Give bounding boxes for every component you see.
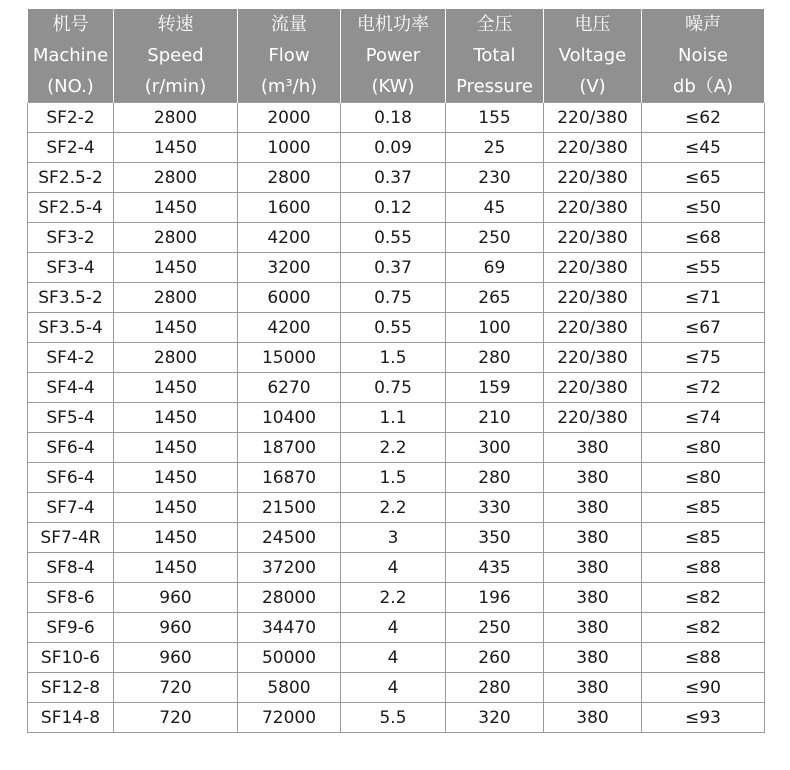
table-row — [28, 523, 765, 553]
cell-voltage: 380 — [544, 703, 642, 733]
cell-machine: SF2.5-4 — [28, 193, 114, 223]
cell-power: 0.12 — [341, 193, 446, 223]
cell-flow: 2800 — [238, 163, 341, 193]
cell-speed: 960 — [114, 583, 238, 613]
cell-machine: SF9-6 — [28, 613, 114, 643]
cell-speed: 2800 — [114, 343, 238, 373]
cell-power: 2.2 — [341, 583, 446, 613]
cell-pressure: 280 — [446, 343, 544, 373]
cell-power: 0.09 — [341, 133, 446, 163]
cell-flow: 24500 — [238, 523, 341, 553]
cell-power: 0.55 — [341, 223, 446, 253]
header-power: 电机功率 Power (KW) — [341, 9, 446, 103]
cell-pressure: 250 — [446, 613, 544, 643]
cell-pressure: 350 — [446, 523, 544, 553]
cell-noise: ≤85 — [642, 523, 765, 553]
cell-flow: 72000 — [238, 703, 341, 733]
cell-voltage: 380 — [544, 553, 642, 583]
fan-spec-table — [27, 9, 765, 733]
header-flow: 流量 Flow (m³/h) — [238, 9, 341, 103]
cell-pressure: 250 — [446, 223, 544, 253]
cell-noise: ≤45 — [642, 133, 765, 163]
cell-power: 0.75 — [341, 373, 446, 403]
cell-machine: SF3-4 — [28, 253, 114, 283]
table-row — [28, 553, 765, 583]
cell-power: 0.18 — [341, 103, 446, 133]
cell-flow: 50000 — [238, 643, 341, 673]
cell-power: 1.1 — [341, 403, 446, 433]
cell-noise: ≤80 — [642, 433, 765, 463]
cell-pressure: 159 — [446, 373, 544, 403]
table-row — [28, 313, 765, 343]
cell-noise: ≤93 — [642, 703, 765, 733]
cell-machine: SF3-2 — [28, 223, 114, 253]
cell-noise: ≤72 — [642, 373, 765, 403]
table-row — [28, 583, 765, 613]
cell-pressure: 155 — [446, 103, 544, 133]
cell-power: 0.55 — [341, 313, 446, 343]
cell-speed: 2800 — [114, 163, 238, 193]
table-body — [28, 103, 765, 733]
cell-machine: SF8-4 — [28, 553, 114, 583]
cell-flow: 37200 — [238, 553, 341, 583]
cell-speed: 1450 — [114, 433, 238, 463]
table-row — [28, 133, 765, 163]
cell-speed: 720 — [114, 703, 238, 733]
cell-pressure: 69 — [446, 253, 544, 283]
table-row — [28, 433, 765, 463]
cell-noise: ≤85 — [642, 493, 765, 523]
cell-speed: 720 — [114, 673, 238, 703]
cell-flow: 1600 — [238, 193, 341, 223]
cell-voltage: 380 — [544, 523, 642, 553]
cell-flow: 15000 — [238, 343, 341, 373]
cell-speed: 1450 — [114, 313, 238, 343]
cell-flow: 4200 — [238, 313, 341, 343]
cell-voltage: 220/380 — [544, 163, 642, 193]
table-row — [28, 613, 765, 643]
cell-speed: 1450 — [114, 403, 238, 433]
cell-voltage: 220/380 — [544, 283, 642, 313]
cell-noise: ≤67 — [642, 313, 765, 343]
cell-power: 0.37 — [341, 253, 446, 283]
cell-pressure: 230 — [446, 163, 544, 193]
cell-voltage: 220/380 — [544, 373, 642, 403]
cell-voltage: 220/380 — [544, 133, 642, 163]
cell-power: 3 — [341, 523, 446, 553]
cell-flow: 6270 — [238, 373, 341, 403]
cell-voltage: 220/380 — [544, 103, 642, 133]
cell-pressure: 300 — [446, 433, 544, 463]
cell-speed: 960 — [114, 613, 238, 643]
cell-machine: SF3.5-2 — [28, 283, 114, 313]
cell-voltage: 380 — [544, 463, 642, 493]
cell-power: 4 — [341, 613, 446, 643]
cell-power: 1.5 — [341, 463, 446, 493]
cell-machine: SF12-8 — [28, 673, 114, 703]
table-row — [28, 193, 765, 223]
cell-power: 5.5 — [341, 703, 446, 733]
table-row — [28, 163, 765, 193]
cell-machine: SF8-6 — [28, 583, 114, 613]
cell-noise: ≤82 — [642, 583, 765, 613]
table-row — [28, 283, 765, 313]
cell-machine: SF5-4 — [28, 403, 114, 433]
cell-flow: 3200 — [238, 253, 341, 283]
cell-voltage: 380 — [544, 643, 642, 673]
cell-noise: ≤71 — [642, 283, 765, 313]
cell-machine: SF7-4 — [28, 493, 114, 523]
cell-machine: SF14-8 — [28, 703, 114, 733]
cell-speed: 1450 — [114, 253, 238, 283]
cell-voltage: 220/380 — [544, 223, 642, 253]
table-row — [28, 103, 765, 133]
cell-pressure: 280 — [446, 463, 544, 493]
header-machine: 机号 Machine (NO.) — [28, 9, 114, 103]
cell-speed: 1450 — [114, 463, 238, 493]
cell-machine: SF4-2 — [28, 343, 114, 373]
cell-noise: ≤65 — [642, 163, 765, 193]
cell-voltage: 380 — [544, 583, 642, 613]
cell-machine: SF2-4 — [28, 133, 114, 163]
table-row — [28, 703, 765, 733]
cell-noise: ≤82 — [642, 613, 765, 643]
cell-machine: SF3.5-4 — [28, 313, 114, 343]
cell-noise: ≤68 — [642, 223, 765, 253]
cell-pressure: 330 — [446, 493, 544, 523]
cell-machine: SF7-4R — [28, 523, 114, 553]
cell-flow: 2000 — [238, 103, 341, 133]
cell-pressure: 210 — [446, 403, 544, 433]
cell-machine: SF2.5-2 — [28, 163, 114, 193]
cell-speed: 1450 — [114, 523, 238, 553]
cell-machine: SF6-4 — [28, 463, 114, 493]
cell-pressure: 45 — [446, 193, 544, 223]
cell-speed: 1450 — [114, 193, 238, 223]
cell-noise: ≤55 — [642, 253, 765, 283]
cell-pressure: 196 — [446, 583, 544, 613]
cell-flow: 18700 — [238, 433, 341, 463]
cell-pressure: 25 — [446, 133, 544, 163]
cell-flow: 34470 — [238, 613, 341, 643]
cell-pressure: 435 — [446, 553, 544, 583]
header-total-pressure: 全压 Total Pressure — [446, 9, 544, 103]
cell-voltage: 220/380 — [544, 313, 642, 343]
cell-flow: 28000 — [238, 583, 341, 613]
cell-voltage: 220/380 — [544, 193, 642, 223]
cell-voltage: 380 — [544, 673, 642, 703]
cell-flow: 16870 — [238, 463, 341, 493]
cell-flow: 1000 — [238, 133, 341, 163]
cell-flow: 5800 — [238, 673, 341, 703]
cell-noise: ≤90 — [642, 673, 765, 703]
cell-machine: SF2-2 — [28, 103, 114, 133]
cell-pressure: 320 — [446, 703, 544, 733]
cell-power: 4 — [341, 643, 446, 673]
cell-noise: ≤88 — [642, 643, 765, 673]
cell-speed: 960 — [114, 643, 238, 673]
cell-speed: 1450 — [114, 133, 238, 163]
table-row — [28, 673, 765, 703]
table-row — [28, 463, 765, 493]
cell-flow: 10400 — [238, 403, 341, 433]
table-row — [28, 373, 765, 403]
table-row — [28, 403, 765, 433]
cell-flow: 6000 — [238, 283, 341, 313]
cell-noise: ≤74 — [642, 403, 765, 433]
cell-power: 2.2 — [341, 493, 446, 523]
cell-power: 4 — [341, 673, 446, 703]
cell-machine: SF10-6 — [28, 643, 114, 673]
cell-speed: 2800 — [114, 283, 238, 313]
table-row — [28, 343, 765, 373]
cell-speed: 1450 — [114, 373, 238, 403]
cell-noise: ≤80 — [642, 463, 765, 493]
cell-pressure: 265 — [446, 283, 544, 313]
cell-noise: ≤88 — [642, 553, 765, 583]
table-row — [28, 493, 765, 523]
cell-speed: 1450 — [114, 493, 238, 523]
cell-noise: ≤75 — [642, 343, 765, 373]
cell-noise: ≤50 — [642, 193, 765, 223]
cell-noise: ≤62 — [642, 103, 765, 133]
cell-voltage: 220/380 — [544, 253, 642, 283]
header-voltage: 电压 Voltage (V) — [544, 9, 642, 103]
cell-voltage: 380 — [544, 493, 642, 523]
cell-power: 1.5 — [341, 343, 446, 373]
cell-flow: 4200 — [238, 223, 341, 253]
cell-voltage: 380 — [544, 433, 642, 463]
cell-power: 0.75 — [341, 283, 446, 313]
cell-power: 0.37 — [341, 163, 446, 193]
table-header-row — [28, 9, 765, 103]
cell-power: 2.2 — [341, 433, 446, 463]
table-row — [28, 643, 765, 673]
cell-flow: 21500 — [238, 493, 341, 523]
cell-machine: SF6-4 — [28, 433, 114, 463]
cell-pressure: 280 — [446, 673, 544, 703]
header-noise: 噪声 Noise db（A) — [642, 9, 765, 103]
cell-voltage: 220/380 — [544, 403, 642, 433]
cell-speed: 2800 — [114, 223, 238, 253]
table-row — [28, 253, 765, 283]
header-speed: 转速 Speed (r/min) — [114, 9, 238, 103]
table-row — [28, 223, 765, 253]
cell-power: 4 — [341, 553, 446, 583]
cell-speed: 1450 — [114, 553, 238, 583]
cell-pressure: 100 — [446, 313, 544, 343]
cell-voltage: 380 — [544, 613, 642, 643]
cell-speed: 2800 — [114, 103, 238, 133]
cell-voltage: 220/380 — [544, 343, 642, 373]
cell-pressure: 260 — [446, 643, 544, 673]
cell-machine: SF4-4 — [28, 373, 114, 403]
